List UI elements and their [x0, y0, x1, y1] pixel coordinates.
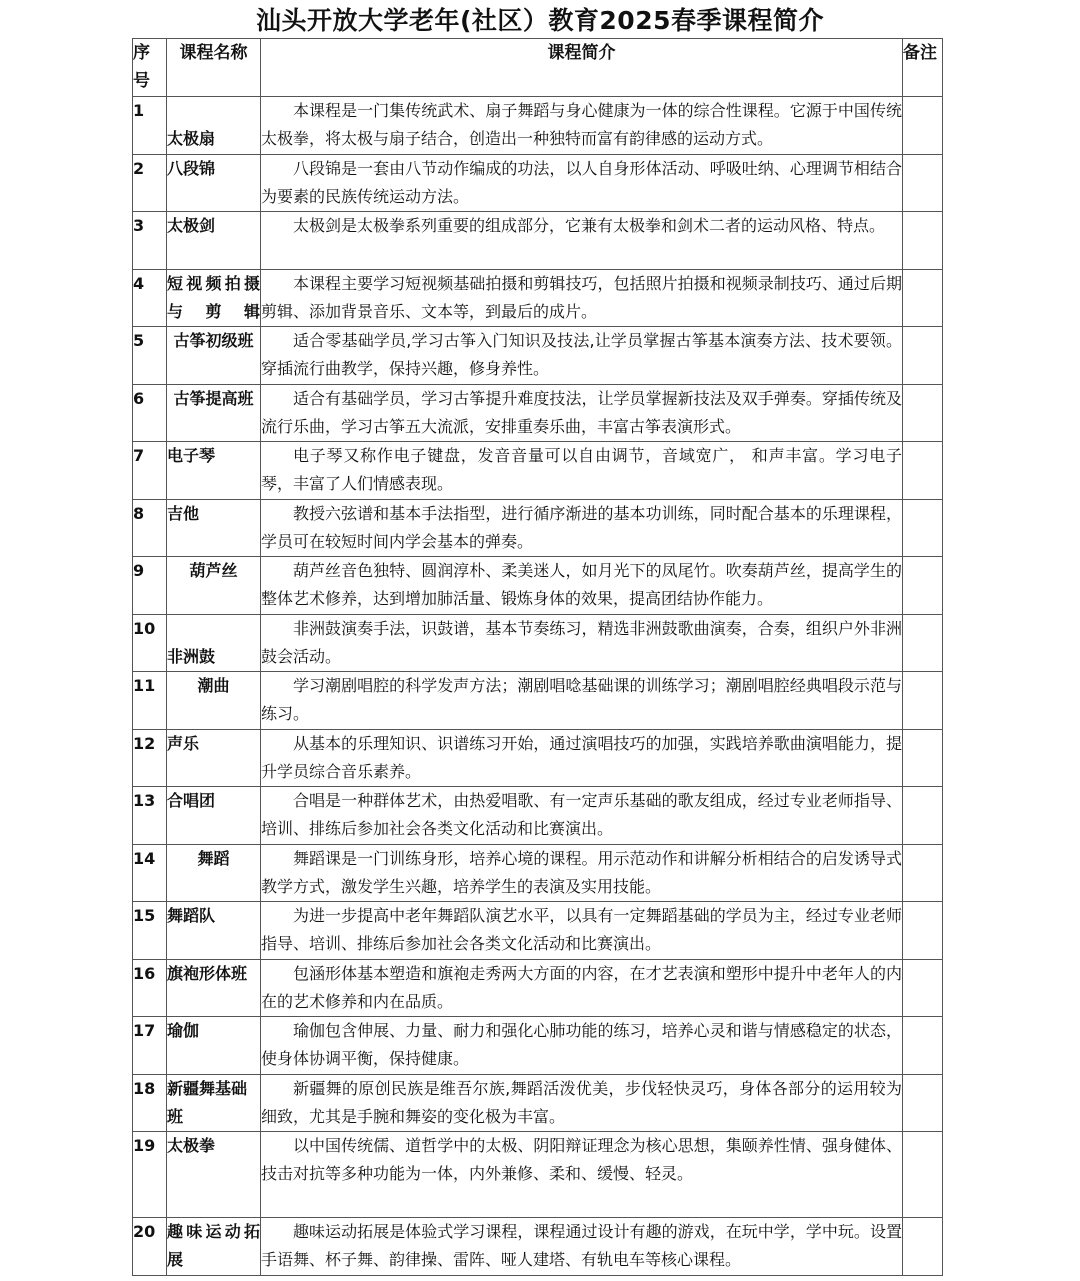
row-desc: 太极剑是太极拳系列重要的组成部分，它兼有太极拳和剑术二者的运动风格、特点。: [261, 212, 903, 270]
row-note: [903, 1017, 943, 1075]
row-name: [167, 614, 261, 672]
row-no: 14: [133, 844, 167, 902]
row-note: [903, 902, 943, 960]
row-desc: 本课程是一门集传统武术、扇子舞蹈与身心健康为一体的综合性课程。它源于中国传统太极拳，将太极与扇子结合，创造出一种独特而富有韵律感的运动方式。: [261, 97, 903, 155]
row-no: 13: [133, 787, 167, 845]
row-note: [903, 269, 943, 327]
table-row: [133, 614, 943, 672]
row-desc: 葫芦丝音色独特、圆润淳朴、柔美迷人，如月光下的凤尾竹。吹奏葫芦丝，提高学生的整体艺术修养，达到增加肺活量、锻炼身体的效果，提高团结协作能力。: [261, 557, 903, 615]
row-desc: 以中国传统儒、道哲学中的太极、阴阳辩证理念为核心思想，集颐养性情、强身健体、技击对抗等多种功能为一体，内外兼修、柔和、缓慢、轻灵。: [261, 1132, 903, 1218]
row-note: [903, 327, 943, 385]
table-row: [133, 212, 943, 270]
row-no: 3: [133, 212, 167, 270]
row-no: 4: [133, 269, 167, 327]
row-name: 瑜伽: [167, 1017, 261, 1075]
row-desc: 从基本的乐理知识、识谱练习开始，通过演唱技巧的加强，实践培养歌曲演唱能力，提升学员综合音乐素养。: [261, 729, 903, 787]
row-no: 17: [133, 1017, 167, 1075]
row-note: [903, 1218, 943, 1276]
header-no: 序号: [133, 39, 167, 97]
row-desc: 合唱是一种群体艺术，由热爱唱歌、有一定声乐基础的歌友组成，经过专业老师指导、培训、排练后参加社会各类文化活动和比赛演出。: [261, 787, 903, 845]
row-note: [903, 442, 943, 500]
table-row: [133, 902, 943, 960]
row-desc: 电子琴又称作电子键盘，发音音量可以自由调节，音域宽广， 和声丰富。学习电子琴，丰富了人们情感表现。: [261, 442, 903, 500]
row-note: [903, 384, 943, 442]
row-note: [903, 1132, 943, 1218]
table-row: [133, 442, 943, 500]
row-no: 8: [133, 499, 167, 557]
row-desc: 教授六弦谱和基本手法指型，进行循序渐进的基本功训练，同时配合基本的乐理课程，学员可在较短时间内学会基本的弹奏。: [261, 499, 903, 557]
row-name: 声乐: [167, 729, 261, 787]
row-name: 趣味运动拓展: [167, 1218, 261, 1276]
row-name: 葫芦丝: [167, 557, 261, 615]
page-title: 汕头开放大学老年(社区）教育2025春季课程简介: [255, 6, 824, 35]
row-desc: 瑜伽包含伸展、力量、耐力和强化心肺功能的练习，培养心灵和谐与情感稳定的状态，使身体协调平衡，保持健康。: [261, 1017, 903, 1075]
row-name: 新疆舞基础班: [167, 1074, 261, 1132]
row-note: [903, 729, 943, 787]
row-no: 9: [133, 557, 167, 615]
row-name: 旗袍形体班: [167, 959, 261, 1017]
row-no: 15: [133, 902, 167, 960]
row-name: 电子琴: [167, 442, 261, 500]
row-no: 5: [133, 327, 167, 385]
row-note: [903, 1074, 943, 1132]
row-desc: 非洲鼓演奏手法，识鼓谱，基本节奏练习，精选非洲鼓歌曲演奏，合奏，组织户外非洲鼓会活动。: [261, 614, 903, 672]
row-desc: 八段锦是一套由八节动作编成的功法，以人自身形体活动、呼吸吐纳、心理调节相结合为要素的民族传统运动方法。: [261, 154, 903, 212]
row-name-text: 太极扇: [167, 129, 216, 148]
row-no: 2: [133, 154, 167, 212]
table-row: [133, 269, 943, 327]
table-row: [133, 384, 943, 442]
table-row: [133, 672, 943, 730]
row-desc: 包涵形体基本塑造和旗袍走秀两大方面的内容，在才艺表演和塑形中提升中老年人的内在的艺术修养和内在品质。: [261, 959, 903, 1017]
row-desc: 适合零基础学员,学习古筝入门知识及技法,让学员掌握古筝基本演奏方法、技术要领。穿插流行曲教学，保持兴趣，修身养性。: [261, 327, 903, 385]
row-note: [903, 844, 943, 902]
row-no: 20: [133, 1218, 167, 1276]
row-note: [903, 557, 943, 615]
row-no: 19: [133, 1132, 167, 1218]
table-row: [133, 557, 943, 615]
table-row: [133, 154, 943, 212]
row-name: 古筝提高班: [167, 384, 261, 442]
row-no: 12: [133, 729, 167, 787]
table-row: [133, 787, 943, 845]
row-note: [903, 499, 943, 557]
table-row: [133, 1074, 943, 1132]
row-no: 18: [133, 1074, 167, 1132]
header-note: 备注: [903, 39, 943, 97]
table-row: [133, 729, 943, 787]
row-no: 11: [133, 672, 167, 730]
table-row: [133, 1132, 943, 1218]
row-name: 舞蹈: [167, 844, 261, 902]
table-row: [133, 844, 943, 902]
row-name-text: 非洲鼓: [167, 646, 216, 666]
table-header-row: [133, 39, 943, 97]
row-note: [903, 97, 943, 155]
header-name: 课程名称: [167, 39, 261, 97]
row-desc: 新疆舞的原创民族是维吾尔族,舞蹈活泼优美，步伐轻快灵巧，身体各部分的运用较为细致，尤其是手腕和舞姿的变化极为丰富。: [261, 1074, 903, 1132]
row-desc: 舞蹈课是一门训练身形，培养心境的课程。用示范动作和讲解分析相结合的启发诱导式教学方式，激发学生兴趣，培养学生的表演及实用技能。: [261, 844, 903, 902]
row-name: 八段锦: [167, 154, 261, 212]
row-note: [903, 959, 943, 1017]
table-row: [133, 959, 943, 1017]
row-name: 太极剑: [167, 212, 261, 270]
row-name: 短视频拍摄与剪辑: [167, 269, 261, 327]
row-no: 7: [133, 442, 167, 500]
row-name: 潮曲: [167, 672, 261, 730]
table-row: [133, 327, 943, 385]
row-name: 吉他: [167, 499, 261, 557]
course-table: [132, 38, 943, 1276]
row-note: [903, 212, 943, 270]
header-desc: 课程简介: [261, 39, 903, 97]
row-note: [903, 154, 943, 212]
row-no: 1: [133, 97, 167, 155]
row-name: 合唱团: [167, 787, 261, 845]
row-note: [903, 614, 943, 672]
table-row: [133, 1017, 943, 1075]
row-no: 16: [133, 959, 167, 1017]
row-name: 古筝初级班: [167, 327, 261, 385]
row-desc: 适合有基础学员，学习古筝提升难度技法，让学员掌握新技法及双手弹奏。穿插传统及流行乐曲，学习古筝五大流派，安排重奏乐曲，丰富古筝表演形式。: [261, 384, 903, 442]
row-no: 10: [133, 614, 167, 672]
table-row: [133, 1218, 943, 1276]
row-name: 太极拳: [167, 1132, 261, 1218]
row-desc: 本课程主要学习短视频基础拍摄和剪辑技巧，包括照片拍摄和视频录制技巧、通过后期剪辑、添加背景音乐、文本等，到最后的成片。: [261, 269, 903, 327]
row-note: [903, 672, 943, 730]
row-desc: 学习潮剧唱腔的科学发声方法；潮剧唱唸基础课的训练学习；潮剧唱腔经典唱段示范与练习。: [261, 672, 903, 730]
table-row: [133, 97, 943, 155]
row-name: [167, 97, 261, 155]
row-name: 舞蹈队: [167, 902, 261, 960]
row-desc: 趣味运动拓展是体验式学习课程，课程通过设计有趣的游戏，在玩中学，学中玩。设置手语舞、杯子舞、韵律操、雷阵、哑人建塔、有轨电车等核心课程。: [261, 1218, 903, 1276]
row-no: 6: [133, 384, 167, 442]
table-row: [133, 499, 943, 557]
row-note: [903, 787, 943, 845]
row-desc: 为进一步提高中老年舞蹈队演艺水平，以具有一定舞蹈基础的学员为主，经过专业老师指导、培训、排练后参加社会各类文化活动和比赛演出。: [261, 902, 903, 960]
